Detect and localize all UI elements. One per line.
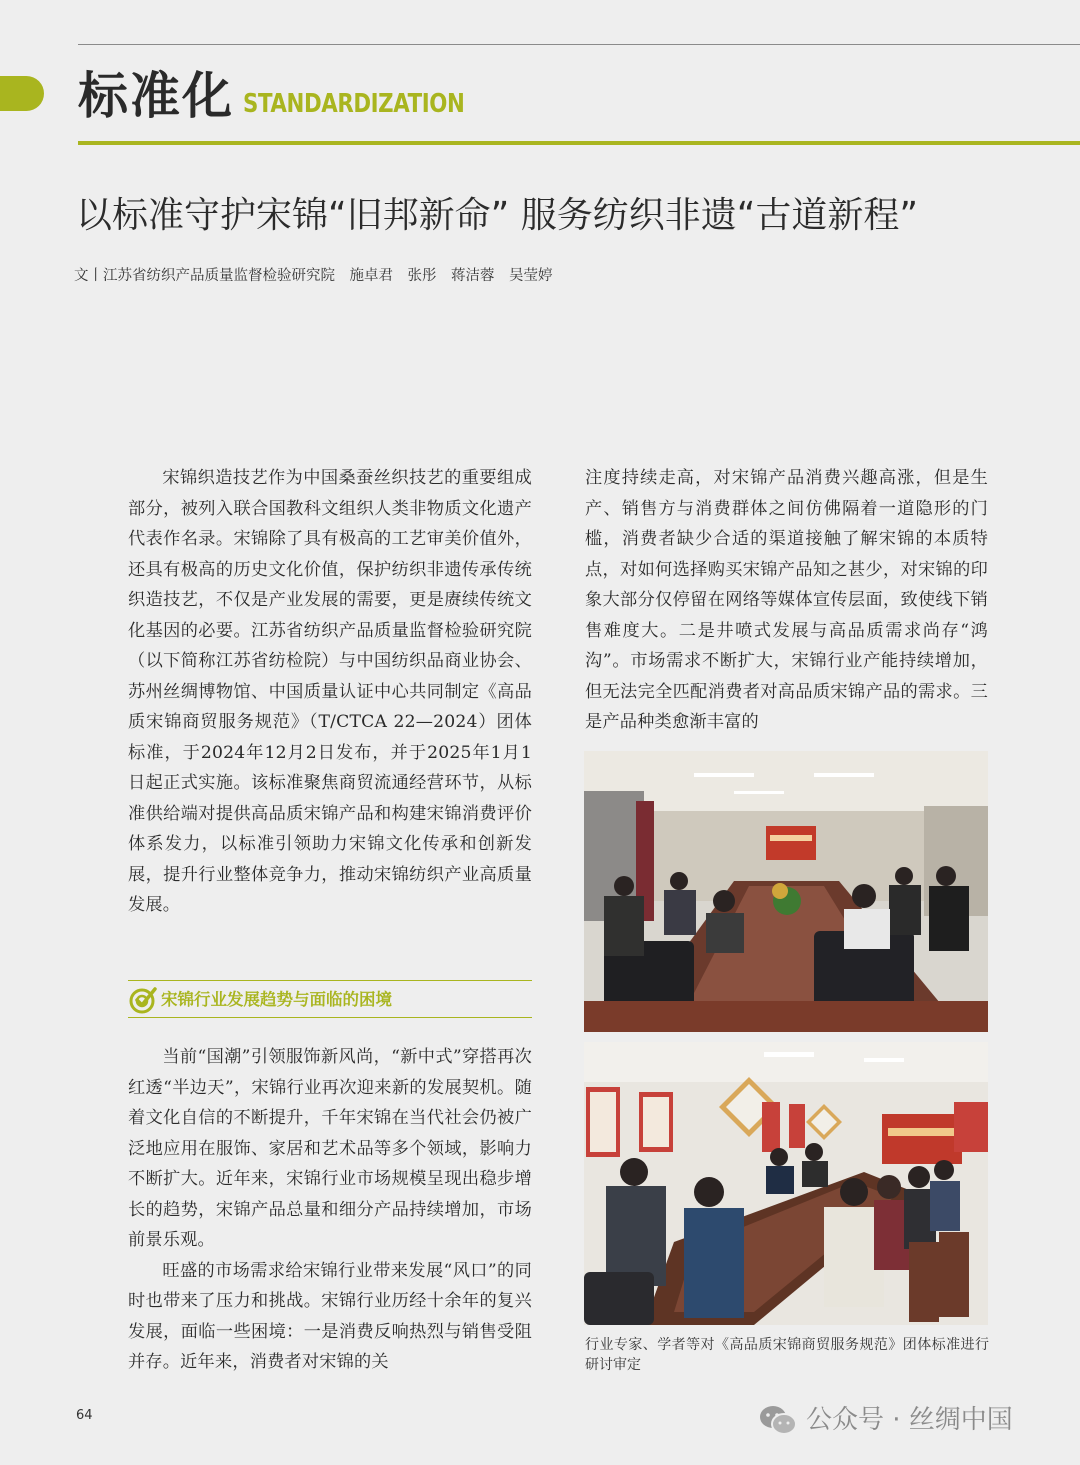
section-title-en: STANDARDIZATION [243,89,465,119]
article-headline: 以标准守护宋锦“旧邦新命” 服务纺织非遗“古道新程” [76,195,919,236]
section-heading [128,980,532,1020]
section-heading-label: 宋锦行业发展趋势与面临的困境 [161,990,392,1009]
left-column-section [128,1042,532,1378]
left-column-intro [128,463,532,921]
watermark-text: 公众号 · 丝绸中国 [806,1405,1013,1435]
intro-paragraph: 宋锦织造技艺作为中国桑蚕丝织技艺的重要组成部分，被列入联合国教科文组织人类非物质文化遗产代表作名录。宋锦除了具有极高的工艺审美价值外，还具有极高的历史文化价值，保护纺织非遗传承传统织造技艺，不仅是产业发展的需要，更是赓续传统文化基因的必要。江苏省纺织产品质量监督检验研究院（以下简称江苏省纺检院）与中国纺织品商业协会、苏州丝绸博物馆、中国质量认证中心共同制定《高品质宋锦商贸服务规范》（T/CTCA 22—2024）团体标准，于2024年12月2日发布，并于2025年1月1日起正式实施。该标准聚焦商贸流通经营环节，从标准供给端对提供高品质宋锦产品和构建宋锦消费评价体系发力，以标准引领助力宋锦文化传承和创新发展，提升行业整体竞争力，推动宋锦纺织产业高质量发展。 [128,468,532,915]
section-title-cn: 标准化 [78,67,234,125]
target-check-icon [128,985,158,1015]
meeting-photo-2 [584,1042,988,1325]
section-heading-bottom-rule [128,1017,532,1018]
right-column-text [585,463,988,738]
article-byline: 文丨江苏省纺织产品质量监督检验研究院 施卓君 张彤 蒋洁蓉 吴莹婷 [74,268,553,284]
wechat-watermark [758,1400,1013,1440]
challenge-paragraph: 旺盛的市场需求给宋锦行业带来发展“风口”的同时也带来了压力和挑战。宋锦行业历经十余年的复兴发展，面临一些困境：一是消费反响热烈与销售受阻并存。近年来，消费者对宋锦的关 [128,1260,532,1372]
continued-paragraph: 注度持续走高，对宋锦产品消费兴趣高涨，但是生产、销售方与消费群体之间仿佛隔着一道隐形的门槛，消费者缺少合适的渠道接触了解宋锦的本质特点，对如何选择购买宋锦产品知之甚少，对宋锦的印象大部分仅停留在网络等媒体宣传层面，致使线下销售难度大。二是井喷式发展与高品质需求尚存“鸿沟”。市场需求不断扩大，宋锦行业产能持续增加，但无法完全匹配消费者对高品质宋锦产品的需求。三是产品种类愈渐丰富的 [585,468,988,732]
header-rule [78,141,1080,145]
photo-caption: 行业专家、学者等对《高品质宋锦商贸服务规范》团体标准进行研讨审定 [585,1337,989,1373]
trend-paragraph: 当前“国潮”引领服饰新风尚，“新中式”穿搭再次红透“半边天”，宋锦行业再次迎来新的发展契机。随着文化自信的不断提升，千年宋锦在当代社会仍被广泛地应用在服饰、家居和艺术品等多个领域，影响力不断扩大。近年来，宋锦行业市场规模呈现出稳步增长的趋势，宋锦产品总量和细分产品持续增加，市场前景乐观。 [128,1047,532,1250]
top-rule [78,44,1080,45]
section-heading-top-rule [128,980,532,981]
page-number: 64 [76,1408,93,1423]
meeting-photo-1 [584,751,988,1032]
wechat-icon [758,1404,798,1436]
section-tab-marker [0,76,44,111]
